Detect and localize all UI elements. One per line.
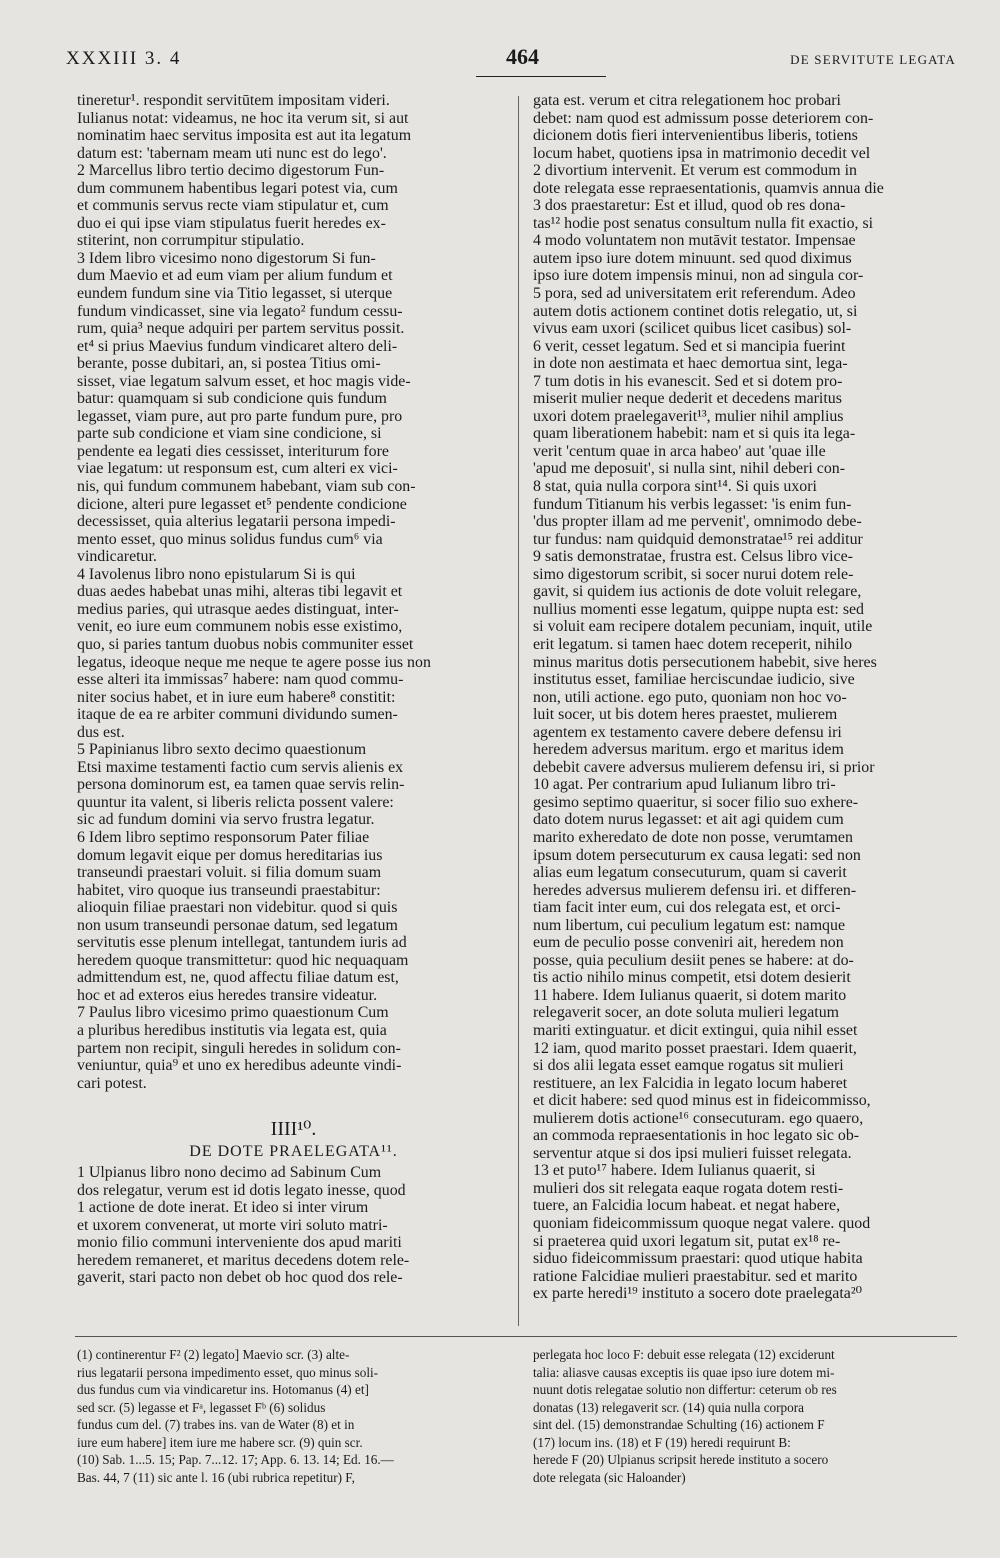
text-line: 1 Ulpianus libro nono decimo ad Sabinum Cum (77, 1164, 382, 1182)
left-section-text (77, 1164, 510, 1287)
text-line: quuntur ita valent, si liberis relicta possent valere: (77, 793, 394, 811)
text-line: heredes adversus mulierem defensu iri. et differen- (533, 881, 857, 899)
text-line: mulierem dotis actione¹⁶ consecuturam. ego quaero, (533, 1109, 864, 1127)
text-line: autem dotis actionem continet dotis relegatio, ut, si (533, 302, 858, 320)
text-line: tineretur¹. respondit servitūtem impositam videri. (77, 92, 390, 109)
text-line: serventur atque si dos ipsi mulieri fuisset relegata. (533, 1144, 852, 1162)
text-line: tas¹² hodie post senatus consultum nulla fit exactio, si (533, 214, 874, 232)
footnote-line: fundus cum del. (7) trabes ins. van de Water (8) et in (77, 1417, 355, 1432)
footnote-line: perlegata hoc loco F: debuit esse relegata (12) exciderunt (533, 1347, 835, 1362)
section-gap (77, 1092, 510, 1112)
text-line: tur fundus: nam quidquid demonstratae¹⁵ rei additur (533, 530, 863, 548)
text-line: autem ipso iure dotem minuunt. sed quod diximus (533, 249, 852, 267)
text-line: legatus, ideoque neque me neque te agere posse ius non (77, 653, 431, 671)
footnote-line: (10) Sab. 1...5. 15; Pap. 7...12. 17; App. 6. 13. 14; Ed. 16.— (77, 1452, 394, 1467)
text-line: si voluit eam recipere dotalem pecuniam, inquit, utile (533, 618, 873, 636)
text-line: 4 Iavolenus libro nono epistularum Si is qui (77, 565, 356, 583)
text-line: pendente ea legati dies cessisset, interiturum fore (77, 442, 389, 460)
text-line: sisset, viae legatum salvum esset, et hoc magis vide- (77, 372, 411, 390)
footnote-line: sint del. (15) demonstrandae Schulting (16) actionem F (533, 1417, 825, 1432)
text-line: 10 agat. Per contrarium apud Iulianum libro tri- (533, 776, 836, 794)
text-line: nominatim haec servitus imposita est aut ita legatum (77, 127, 412, 145)
text-line: verit 'centum quae in arca habeo' aut 'quae ille (533, 442, 826, 460)
text-line: num libertum, cui peculium legatum est: namque (533, 916, 846, 934)
text-line: simo digestorum scribit, si socer nurui dotem rele- (533, 565, 854, 583)
text-line: itaque de ea re arbiter communi dividundo sumen- (77, 706, 398, 724)
text-line: batur: quamquam si sub condicione quis fundum (77, 390, 387, 408)
text-line: an commoda repraesentationis in hoc legato sic ob- (533, 1127, 860, 1145)
text-line: eundem fundum sine via Titio legasset, si uterque (77, 285, 393, 303)
text-line: viae legatum: ut responsum est, cum alteri ex vici- (77, 460, 398, 478)
text-line: 3 Idem libro vicesimo nono digestorum Si fun- (77, 249, 376, 267)
text-line: 8 stat, quia nulla corpora sint¹⁴. Si quis uxori (533, 478, 817, 496)
footnote-line: nuunt dotis relegatae solutio non differtur: ceterum ob res (533, 1382, 837, 1397)
text-line: 'dus propter illam ad me pervenit', omnimodo debe- (533, 513, 862, 531)
footnote-line: dote relegata (sic Haloander) (533, 1469, 686, 1485)
text-line: 'apud me deposuit', si nulla sint, nihil deberi con- (533, 460, 846, 478)
text-line: gavit, si quidem ius actionis de dote voluit relegare, (533, 583, 862, 601)
footnote-rule (75, 1336, 957, 1337)
section-number: IIII¹⁰. (270, 1118, 317, 1141)
text-line: debebit cavere adversus mulierem defensu iri, si prior (533, 758, 875, 776)
footnotes-right (533, 1346, 957, 1486)
text-line: 3 dos praestaretur: Est et illud, quod ob res dona- (533, 197, 846, 215)
page-number: 464 (506, 44, 539, 69)
text-line: hoc et ad exteros eius heredes transire videatur. (77, 986, 378, 1004)
text-line: et communis servus recte viam stipulatur et, cum (77, 197, 389, 215)
text-line: non, utili actione. ego puto, quoniam non hoc vo- (533, 688, 847, 706)
text-line: sic ad fundum domini via servo frustra legatur. (77, 811, 375, 829)
footnote-line: donatas (13) relegaverit scr. (14) quia nulla corpora (533, 1399, 804, 1415)
footnote-line: Bas. 44, 7 (11) sic ante l. 16 (ubi rubrica repetitur) F, (77, 1469, 355, 1485)
text-line: locum habet, quotiens ipsa in matrimonio decedit vel (533, 144, 871, 162)
text-line: servitutis esse plenum intellegat, tantundem iuris ad (77, 934, 407, 952)
text-line: 1 actione de dote inerat. Et ideo si inter virum (77, 1199, 369, 1217)
text-line: duo ei qui ipse viam stipulatus fuerit heredes ex- (77, 214, 386, 232)
column-divider (518, 96, 519, 1326)
text-line: medius paries, qui utrasque aedes distinguat, inter- (77, 600, 399, 618)
text-line: stiterint, non corrumpitur stipulatio. (77, 232, 305, 250)
page-number-rule (476, 76, 606, 77)
text-line: uxori dotem praelegaverit¹³, mulier nihil amplius (533, 407, 844, 425)
text-line: 9 satis demonstratae, frustra est. Celsus libro vice- (533, 548, 853, 566)
text-line: decessisset, quia alterius legatarii persona impedi- (77, 513, 396, 531)
text-line: dicionem dotis fieri intervenientibus liberis, totiens (533, 127, 858, 145)
text-line: veniuntur, quia⁹ et uno ex heredibus adeunte vindi- (77, 1057, 402, 1075)
text-line: datum est: 'tabernam meam uti nunc est do lego'. (77, 144, 387, 162)
text-line: ex parte heredi¹⁹ instituto a socero dote praelegata²⁰ (533, 1285, 862, 1303)
text-line: siduo fideicommissum praestari: quod utique habita (533, 1250, 863, 1268)
footnote-line: talia: aliasve causas exceptis iis quae ipso iure dotem mi- (533, 1364, 835, 1380)
text-line: alias eum legatum consecuturum, quam si caverit (533, 864, 847, 882)
text-line: relegaverit socer, an dote soluta mulieri legatum (533, 1004, 840, 1022)
text-line: duas aedes habebat unas mihi, alteras tibi legavit et (77, 583, 403, 601)
text-line: Etsi maxime testamenti factio cum servis alienis ex (77, 758, 404, 776)
text-line: posse, quia peculium desiit penes se habere: at do- (533, 951, 854, 969)
text-line: rum, quia³ neque adquiri per partem servitus possit. (77, 320, 405, 338)
text-line: agentem ex testamento cavere debere defensu iri (533, 723, 842, 741)
text-line: dato dotem nurus legasset: et ait agi quidem cum (533, 811, 844, 829)
text-line: a pluribus heredibus institutis via legata est, quia (77, 1021, 387, 1039)
text-line: heredem adversus maritum. ergo et maritus idem (533, 741, 844, 759)
text-line: in dote non aestimata et haec demortua sint, lega- (533, 355, 848, 373)
text-line: mento esset, quo minus solidus fundus cum⁶ via (77, 530, 383, 548)
text-line: ipsum dotem persecuturum ex causa legati: sed non (533, 846, 861, 864)
text-line: dum Maevio et ad eum viam per alium fundum et (77, 267, 393, 285)
text-line: gesimo septimo quaeritur, si socer filio suo exhere- (533, 793, 859, 811)
text-line: vivus eam uxori (scilicet quibus licet casibus) sol- (533, 320, 852, 338)
text-line: alioquin filiae praestari non videbitur. quod si quis (77, 899, 398, 917)
text-line: tiam facit inter eum, cui dos relegata est, et orci- (533, 899, 841, 917)
footnote-line: (17) locum ins. (18) et F (19) heredi requirunt B: (533, 1434, 791, 1450)
text-line: fundum vindicasset, sine via legato² fundum cessu- (77, 302, 403, 320)
text-line: fundum Titianum his verbis legasset: 'is enim fun- (533, 495, 852, 513)
right-text-column (533, 92, 957, 1303)
footnote-line: dus fundus cum via vindicaretur ins. Hotomanus (4) et] (77, 1382, 369, 1397)
text-line: quo, si paries tantum duobus nobis communiter esset (77, 635, 414, 653)
text-line: 2 Marcellus libro tertio decimo digestorum Fun- (77, 162, 385, 180)
text-line: monio filio communi interveniente dos apud mariti (77, 1234, 402, 1252)
footnote-line: iure eum habere] item iure me habere scr. (9) quin scr. (77, 1434, 363, 1450)
footnote-line: rius legatarii persona impedimento esset, quo minus soli- (77, 1364, 379, 1380)
page-header (66, 44, 956, 78)
text-line: debet: nam quod est admissum posse deteriorem con- (533, 109, 874, 127)
text-line: 5 pora, sed ad universitatem erit referendum. Adeo (533, 285, 856, 303)
text-line: gaverit, stari pacto non debet ob hoc quod dos rele- (77, 1269, 403, 1287)
text-line: nullius momenti esse legatum, quippe nupta est: sed (533, 600, 865, 618)
text-line: erit legatum. si tamen haec dotem receperit, nihilo (533, 635, 853, 653)
text-line: dote relegata esse repraesentationis, quamvis annua die (533, 179, 884, 197)
footnote-line: herede F (20) Ulpianus scripsit herede instituto a socero (533, 1452, 829, 1467)
text-line: quam liberationem habebit: nam et si quis ita lega- (533, 425, 856, 443)
text-line: partem non recipit, singuli heredes in solidum con- (77, 1039, 401, 1057)
text-line: quoniam fideicommissum quoque negat valere. quod (533, 1215, 871, 1232)
text-line: habitet, viro quoque ius transeundi praestabitur: (77, 881, 381, 899)
text-line: 4 modo voluntatem non mutāvit testator. Impensae (533, 232, 856, 250)
text-line: restituere, an lex Falcidia in legato locum haberet (533, 1074, 848, 1092)
section-title: DE DOTE PRAELEGATA¹¹. (189, 1143, 398, 1161)
text-line: eum de peculio posse conveniri ait, heredem non (533, 934, 844, 952)
text-line: domum legavit eique per domus hereditarias ius (77, 846, 383, 864)
text-line: venit, eo iure eum communem nobis esse existimo, (77, 618, 403, 636)
text-line: tis actio nihilo minus competit, etsi dotem desierit (533, 969, 851, 987)
text-line: 13 et puto¹⁷ habere. Idem Iulianus quaerit, si (533, 1162, 816, 1180)
left-text-column (77, 92, 510, 1287)
text-line: niter socius habet, et in iure eum habere⁸ constitit: (77, 688, 396, 706)
footnotes-left (77, 1346, 510, 1486)
text-line: 2 divortium intervenit. Et verum est commodum in (533, 162, 857, 180)
text-line: admittendum est, ne, quod affectu filiae datum est, (77, 969, 399, 987)
left-text-block (77, 92, 510, 1092)
text-line: institutus esset, familiae herciscundae iudicio, sive (533, 671, 855, 689)
text-line: nis, qui fundum communem habebant, viam sub con- (77, 478, 416, 496)
text-line: tuere, an Falcidia locum habeat. et negat habere, (533, 1197, 841, 1215)
text-line: transeundi praestari voluit. si filia domum suam (77, 864, 382, 882)
text-line: si praeterea quid uxori legatum sit, putat ex¹⁸ re- (533, 1232, 841, 1250)
text-line: 6 verit, cesset legatum. Sed et si mancipia fuerint (533, 337, 846, 355)
text-line: et⁴ si prius Maevius fundum vindicaret altero deli- (77, 337, 398, 355)
text-line: 6 Idem libro septimo responsorum Pater filiae (77, 828, 370, 846)
text-line: mulieri dos sit relegata eaque rogata dotem resti- (533, 1179, 844, 1197)
text-line: minus maritus dotis persecutionem habebit, sive heres (533, 653, 877, 671)
text-line: 12 iam, quod marito posset praestari. Idem quaerit, (533, 1039, 857, 1057)
text-line: esse alteri ita immissas⁷ habere: nam quod commu- (77, 671, 404, 689)
text-line: marito exheredato de dote non posse, verumtamen (533, 828, 853, 846)
footnote-line: (1) continerentur F² (2) legato] Maevio scr. (3) alte- (77, 1347, 350, 1362)
text-line: luit socer, ut bis dotem heres praestet, mulierem (533, 706, 838, 724)
text-line: cari potest. (77, 1074, 147, 1092)
text-line: non usum transeundi personae datum, sed legatum (77, 916, 398, 934)
text-line: ratione Falcidiae mulieri praestabitur. sed et marito (533, 1267, 858, 1285)
text-line: persona dominorum est, ea tamen quae servis relin- (77, 776, 405, 794)
text-line: gata est. verum et citra relegationem hoc probari (533, 92, 841, 109)
text-line: vindicaretur. (77, 548, 157, 566)
text-line: dicione, alteri pure legasset et⁵ pendente condicione (77, 495, 407, 513)
text-line: 5 Papinianus libro sexto decimo quaestionum (77, 741, 367, 759)
text-line: mariti extinguatur. et dicit extingui, quia nihil esset (533, 1021, 858, 1039)
text-line: dum communem habentibus legari potest via, cum (77, 179, 398, 197)
text-line: berante, posse dubitari, an, si postea Titius omi- (77, 355, 381, 373)
running-title: DE SERVITUTE LEGATA (790, 52, 956, 67)
text-line: et dicit habere: sed quod minus est in fideicommisso, (533, 1092, 871, 1110)
text-line: legasset, viam pure, aut pro parte fundum pure, pro (77, 407, 403, 425)
text-line: et uxorem convenerat, ut morte viri soluto matri- (77, 1216, 388, 1234)
text-line: Iulianus notat: videamus, ne hoc ita verum sit, si aut (77, 109, 409, 127)
text-line: parte sub condicione et viam sine condicione, si (77, 425, 382, 443)
text-line: ipso iure dotem impensis minui, non ad singula cor- (533, 267, 864, 285)
text-line: heredem quoque transmittetur: quod hic nequaquam (77, 951, 409, 969)
footnote-line: sed scr. (5) legasse et Fᵃ, legasset Fᵇ (6) solidus (77, 1399, 326, 1415)
text-line: 11 habere. Idem Iulianus quaerit, si dotem marito (533, 986, 847, 1004)
book-reference: XXXIII 3. 4 (66, 48, 182, 69)
text-line: miserit mulier neque dederit et decedens maritus (533, 390, 842, 408)
text-line: 7 Paulus libro vicesimo primo quaestionum Cum (77, 1004, 389, 1022)
text-line: dus est. (77, 723, 125, 741)
text-line: 7 tum dotis in his evanescit. Sed et si dotem pro- (533, 372, 843, 390)
text-line: si dos alii legata esset eamque rogatus sit mulieri (533, 1057, 844, 1075)
text-line: heredem remaneret, et maritus decedens dotem rele- (77, 1251, 410, 1269)
text-line: dos relegatur, verum est id dotis legato inesse, quod (77, 1181, 406, 1199)
